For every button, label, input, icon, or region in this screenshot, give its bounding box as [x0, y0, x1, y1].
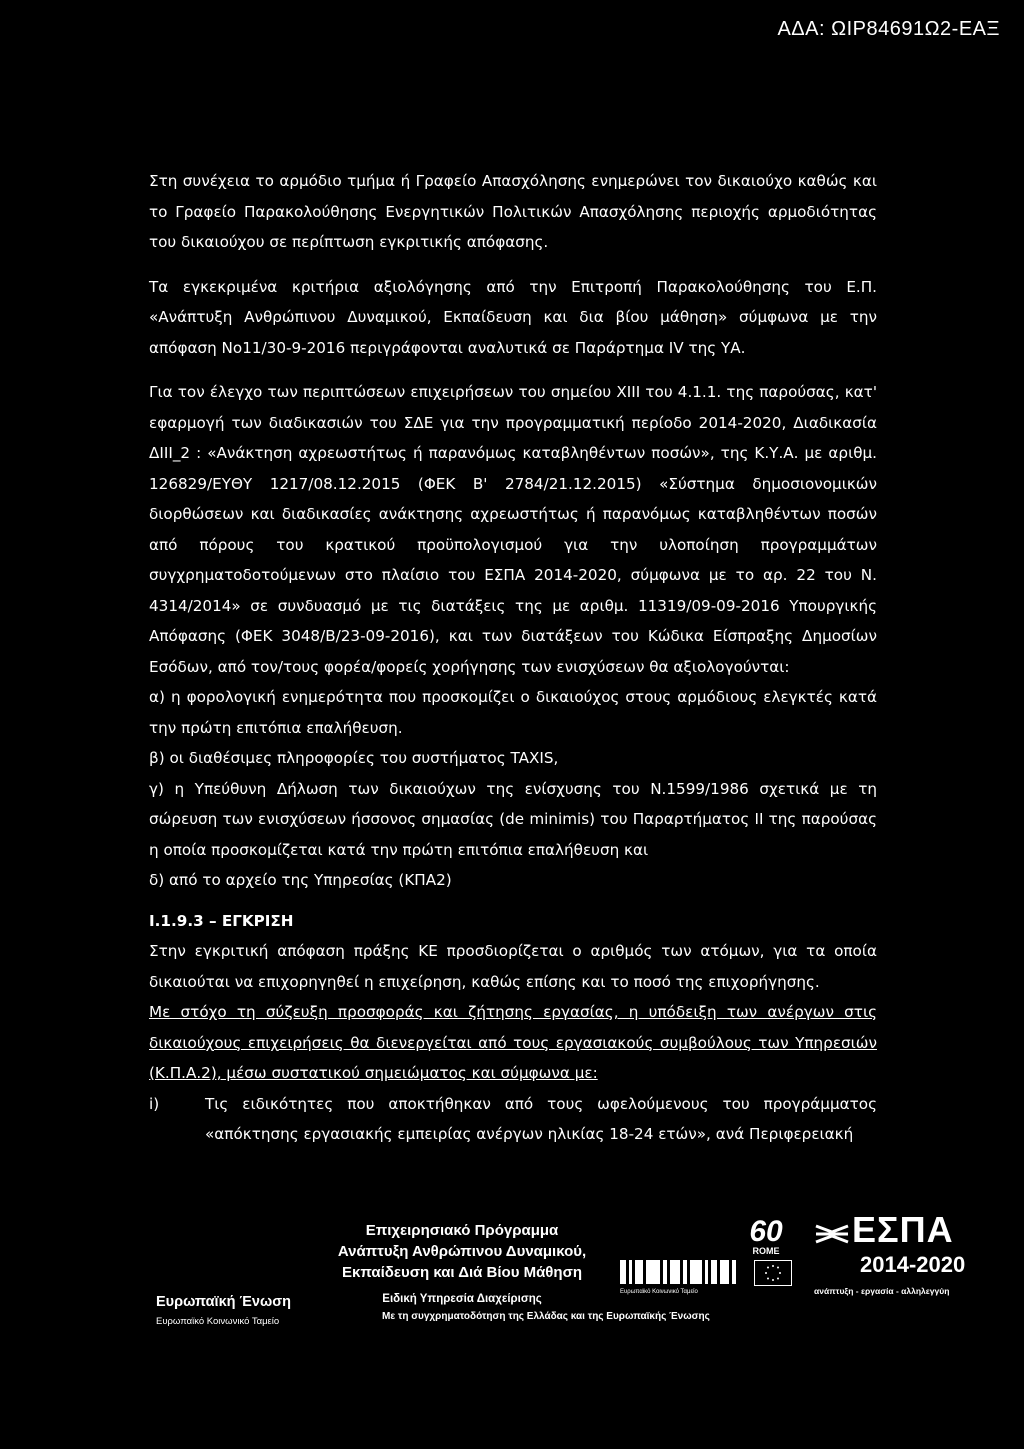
document-id: ΑΔΑ: ΩΙΡ84691Ω2-ΕΑΞ	[777, 18, 1000, 40]
list-item-i-key: i)	[149, 1094, 160, 1113]
paragraph-notification: Στη συνέχεια το αρμόδιο τμήμα ή Γραφείο Απασχόλησης ενημερώνει τον δικαιούχο καθώς και το Γραφείο Παρακολούθησης Ενεργητικών Πολιτικών Απασχόλησης περιοχής αρμοδιότητας του δικαιούχου σε περίπτωση εγκριτικής απόφασης.	[149, 172, 877, 251]
list-item-c: γ) η Υπεύθυνη Δήλωση των δικαιούχων της ενίσχυσης του Ν.1599/1986 σχετικά με τη σώρευση των ενισχύσεων ήσσονος σημασίας (de minimis) του Παραρτήματος II της παρούσας η οποία προσκομίζεται κατά την πρώτη επιτόπια επαλήθευση και	[149, 779, 877, 859]
eu-fund: Ευρωπαϊκό Κοινωνικό Ταμείο	[156, 1316, 280, 1327]
rome-60-number: 60	[749, 1215, 783, 1248]
list-item-b: β) οι διαθέσιμες πληροφορίες του συστήματος TAXIS,	[149, 749, 559, 767]
espa-logo	[814, 1210, 974, 1296]
cofinance-note: Με τη συγχρηματοδότηση της Ελλάδας και της Ευρωπαϊκής Ένωσης	[382, 1311, 710, 1322]
footer-logos	[0, 1208, 1024, 1449]
paragraph-control: Για τον έλεγχο των περιπτώσεων επιχειρήσεων του σημείου XIII του 4.1.1. της παρούσας, κατ' εφαρμογή των διαδικασιών του ΣΔΕ για την προγραμματική περίοδο 2014-2020, Διαδικασία ΔΙΙΙ_2 : «Ανάκτηση αχρεωστήτως ή παρανόμως καταβληθέντων ποσών», της Κ.Υ.Α. με αριθμ. 126829/ΕΥΘΥ 1217/08.12.2015 (ΦΕΚ Β' 2784/21.12.2015) «Σύστημα δημοσιονομικών διορθώσεων και διαδικασίες ανάκτησης αχρεωστήτως ή παρανόμως καταβληθέντων ποσών από πόρους του κρατικού προϋπολογισμού για την υλοποίηση προγραμμάτων συγχρηματοδοτούμενων στο πλαίσιο του ΕΣΠΑ 2014-2020, σύμφωνα με το αρ. 22 του Ν. 4314/2014» σε συνδυασμό με τις διατάξεις της με αριθμ. 11319/09-09-2016 Υπουργικής Απόφασης (ΦΕΚ 3048/Β/23-09-2016), και των διατάξεων του Κώδικα Είσπραξης Δημοσίων Εσόδων, από τον/τους φορέα/φορείς χορήγησης των ενισχύσεων θα αξιολογούνται:	[149, 383, 877, 676]
eu-flag-icon	[754, 1260, 792, 1286]
list-item-a: α) η φορολογική ενημερότητα που προσκομίζει ο δικαιούχος στους αρμόδιους ελεγκτές κατά την πρώτη επιτόπια επαλήθευση.	[149, 688, 877, 737]
list-item-i	[149, 1089, 877, 1150]
espa-mark-icon	[814, 1218, 850, 1248]
op-line1: Επιχειρησιακό Πρόγραμμα	[365, 1222, 559, 1239]
espa-word: ΕΣΠΑ	[852, 1209, 954, 1250]
esf-logo-icon	[620, 1260, 736, 1284]
section-heading: I.1.9.3 – ΕΓΚΡΙΣΗ	[149, 911, 294, 930]
eu-block	[156, 1294, 291, 1327]
paragraph-approval: Στην εγκριτική απόφαση πράξης ΚΕ προσδιορίζεται ο αριθμός των ατόμων, για τα οποία δικαιούται να επιχορηγηθεί η επιχείρηση, καθώς επίσης και το ποσό της επιχορήγησης.	[149, 942, 877, 991]
document-body	[149, 166, 877, 1150]
espa-years: 2014-2020	[860, 1252, 966, 1277]
paragraph-matching: Με στόχο τη σύζευξη προσφοράς και ζήτησης εργασίας, η υπόδειξη των ανέργων στις δικαιούχους επιχειρήσεις θα διενεργείται από τους εργασιακούς συμβούλους των Υπηρεσιών (Κ.Π.Α.2), μέσω συστατικού σημειώματος και σύμφωνα με:	[149, 1003, 877, 1082]
paragraph-criteria: Τα εγκεκριμένα κριτήρια αξιολόγησης από την Επιτροπή Παρακολούθησης του Ε.Π. «Ανάπτυξη Ανθρώπινου Δυναμικού, Εκπαίδευση και δια βίου μάθηση» σύμφωνα με την απόφαση Νο11/30-9-2016 περιγράφονται αναλυτικά σε Παράρτημα IV της ΥΑ.	[149, 277, 877, 357]
esf-caption: Ευρωπαϊκό Κοινωνικό Ταμείο	[620, 1289, 698, 1295]
operational-programme	[312, 1220, 612, 1310]
rome-60-label: ROME	[752, 1246, 780, 1256]
espa-tagline: ανάπτυξη - εργασία - αλληλεγγύη	[814, 1286, 950, 1296]
list-item-i-text: Τις ειδικότητες που αποκτήθηκαν από τους ωφελούμενους του προγράμματος «απόκτησης εργασιακής εμπειρίας ανέργων ηλικίας 18-24 ετών», ανά Περιφερειακή	[205, 1094, 877, 1143]
op-line3: Εκπαίδευση και Διά Βίου Μάθηση	[341, 1264, 583, 1281]
eu-name: Ευρωπαϊκή Ένωση	[156, 1294, 291, 1310]
op-line2: Ανάπτυξη Ανθρώπινου Δυναμικού,	[337, 1243, 587, 1260]
rome-60-logo	[726, 1215, 806, 1256]
list-item-d: δ) από το αρχείο της Υπηρεσίας (ΚΠΑ2)	[149, 871, 452, 889]
op-managing-authority: Ειδική Υπηρεσία Διαχείρισης	[382, 1293, 542, 1305]
